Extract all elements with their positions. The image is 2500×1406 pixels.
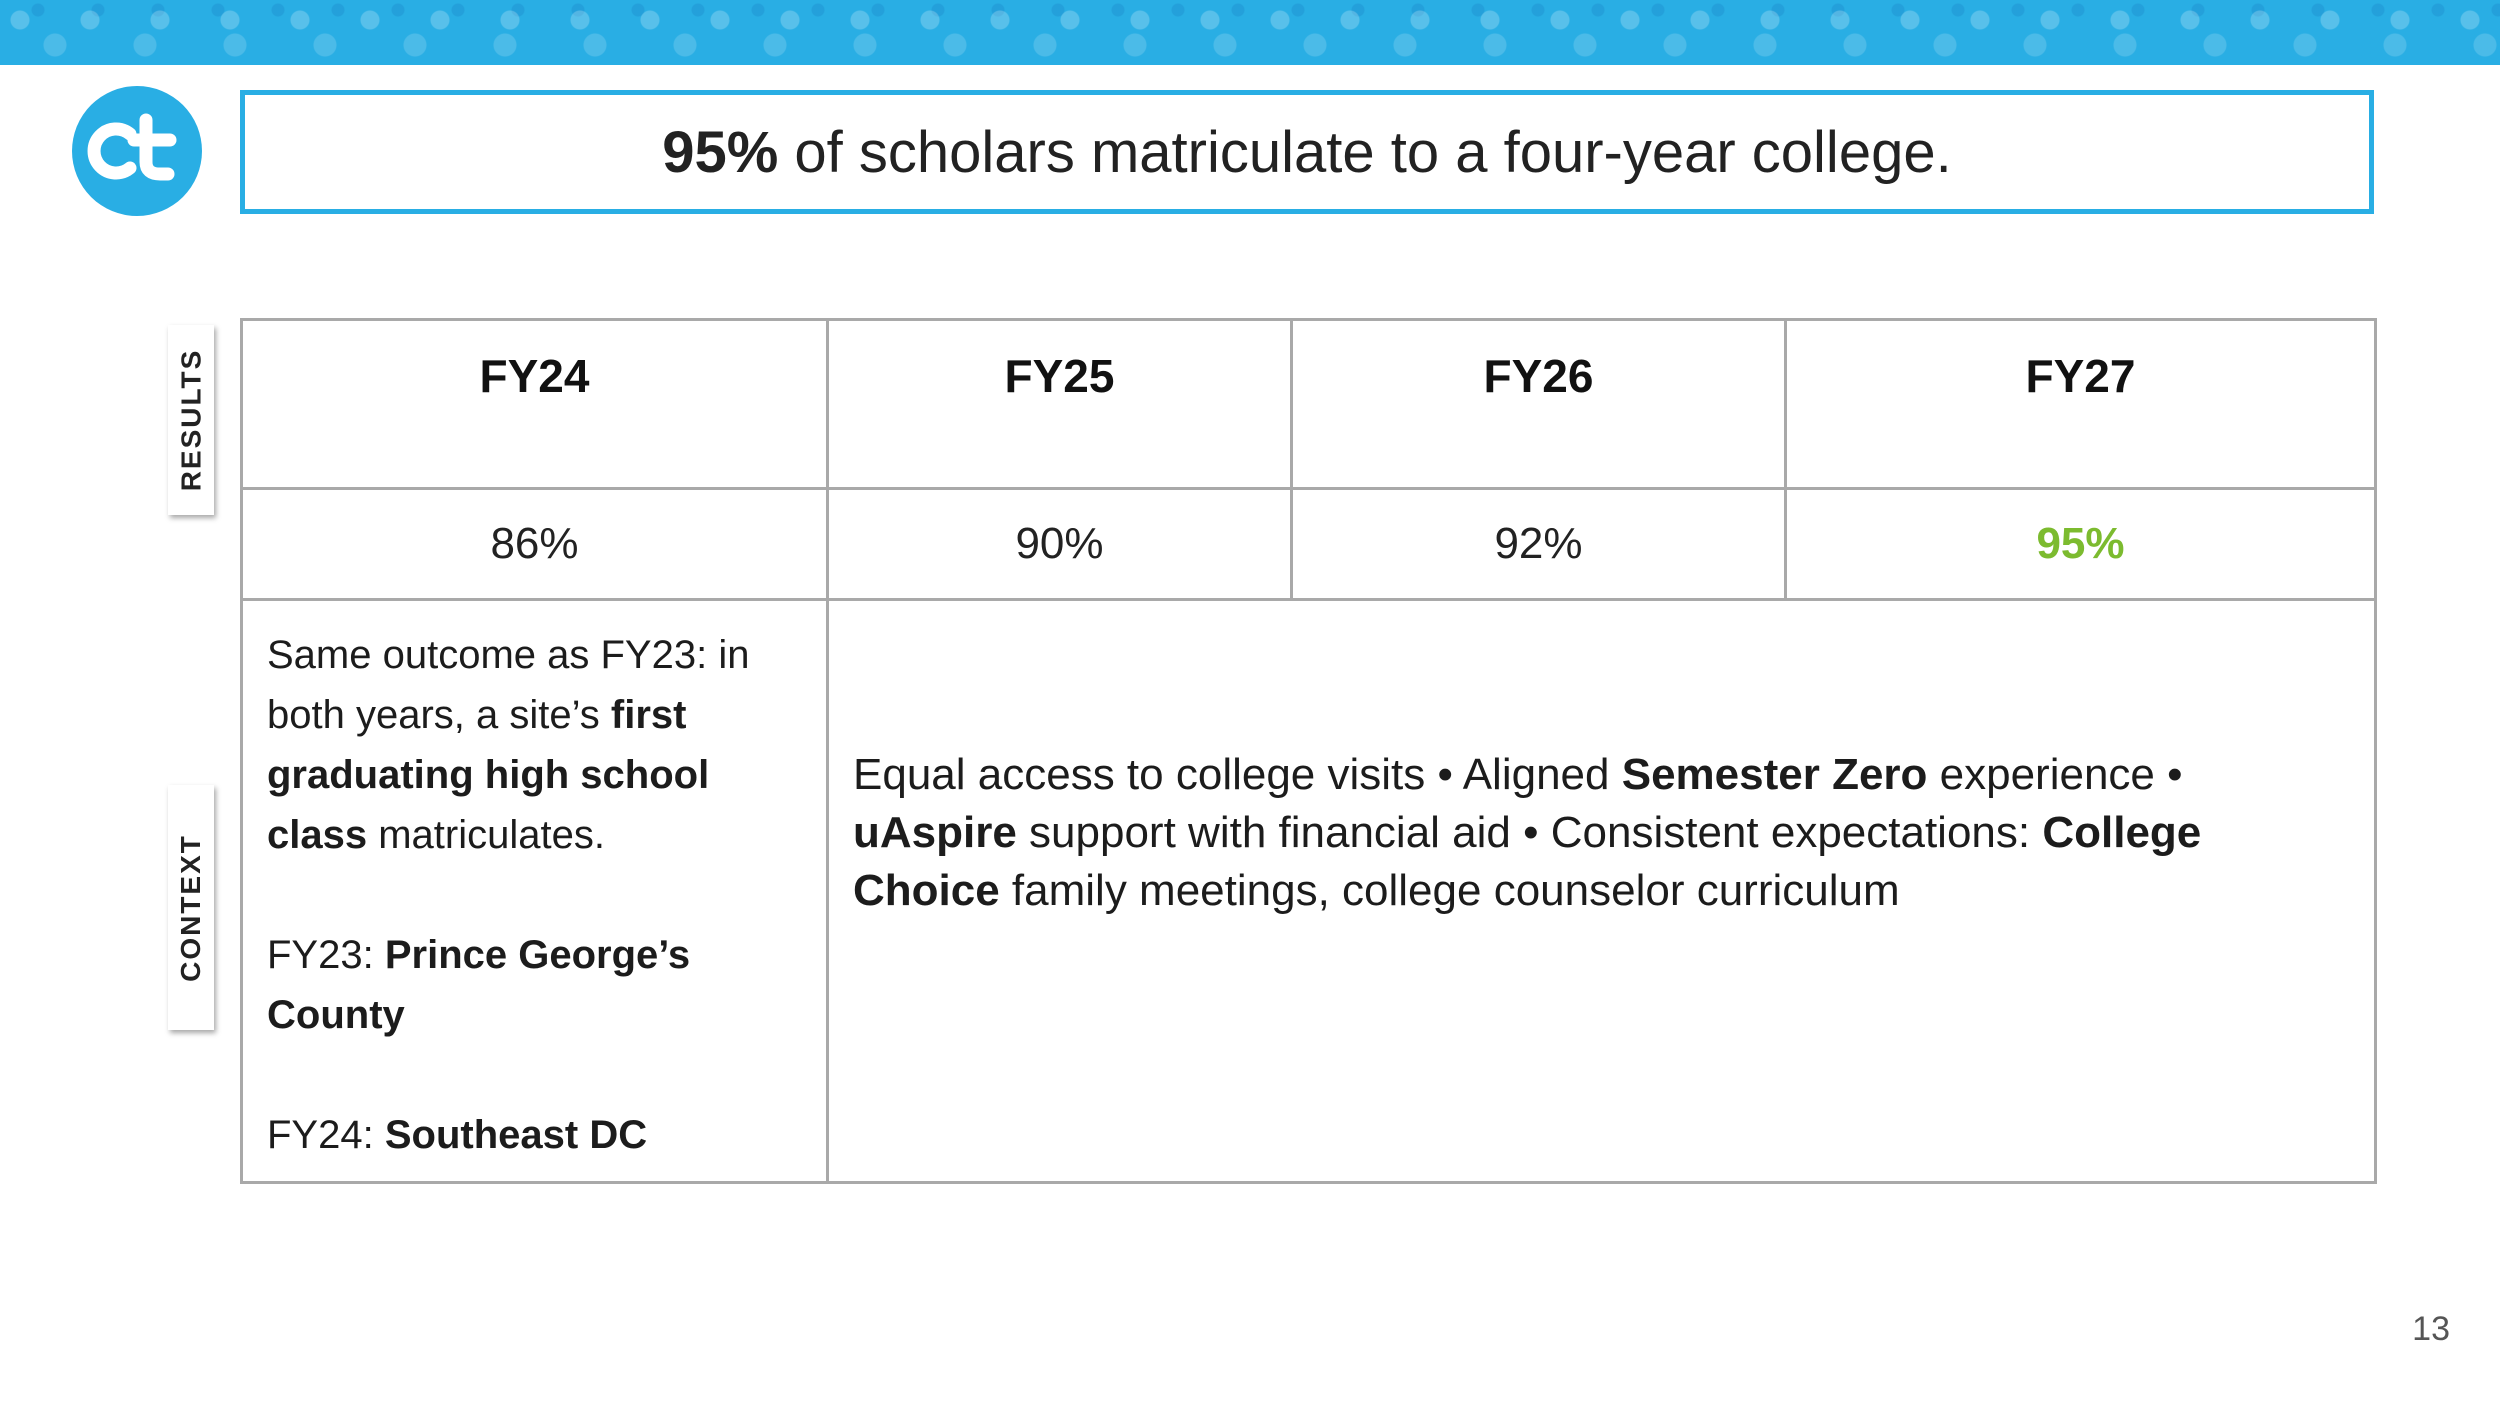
- context-tab-label: CONTEXT: [175, 833, 206, 982]
- context-right-cell: [828, 600, 2376, 1183]
- context-outcome-bold: first graduating high school class: [267, 693, 710, 857]
- context-strategies: [853, 746, 2334, 920]
- context-fy24-value: Southeast DC: [384, 1113, 648, 1157]
- results-tab: [168, 325, 214, 515]
- context-fy23-label: FY23:: [267, 933, 385, 977]
- context-outcome: [267, 625, 806, 865]
- context-fy23: [267, 925, 806, 1045]
- page-number: 13: [2412, 1310, 2450, 1348]
- context-left-cell: [242, 600, 828, 1183]
- page-title: [240, 90, 2374, 214]
- title-text: of scholars matriculate to a four-year college.: [794, 119, 1952, 185]
- strategy-text-3: support with financial aid • Consistent expectations:: [1016, 808, 2043, 857]
- value-fy24: 86%: [242, 489, 828, 600]
- strategy-text-1: Equal access to college visits • Aligned: [853, 750, 1622, 799]
- context-outcome-text: Same outcome as FY23: in both years, a site’s: [267, 633, 750, 737]
- results-tab-label: RESULTS: [175, 348, 207, 492]
- header-fy25: FY25: [1004, 350, 1115, 402]
- context-fy24: [267, 1105, 806, 1165]
- logo-icon: [72, 86, 202, 216]
- strategy-bold-3: College Choice: [853, 808, 2202, 915]
- header-cell: [1786, 320, 2376, 489]
- context-row: [242, 600, 2376, 1183]
- strategy-text-2: experience •: [1927, 750, 2183, 799]
- strategy-bold-2: uAspire: [853, 808, 1017, 857]
- context-fy24-label: FY24:: [267, 1113, 385, 1157]
- value-fy27: 95%: [1786, 489, 2376, 600]
- strategy-text-4: family meetings, college counselor curriculum: [999, 866, 1900, 915]
- context-fy23-value: Prince George’s County: [267, 933, 691, 1037]
- header-fy27: FY27: [2025, 350, 2136, 402]
- title-highlight: 95%: [662, 119, 779, 185]
- header-fy26: FY26: [1483, 350, 1594, 402]
- header-cell: [242, 320, 828, 489]
- top-banner: [0, 0, 2500, 65]
- context-outcome-end: matriculates.: [367, 813, 605, 857]
- context-tab: [168, 785, 214, 1030]
- results-table: [240, 318, 2377, 1184]
- value-fy25: 90%: [828, 489, 1292, 600]
- value-fy26: 92%: [1292, 489, 1786, 600]
- values-row: [242, 489, 2376, 600]
- header-cell: [828, 320, 1292, 489]
- strategy-bold-1: Semester Zero: [1621, 750, 1928, 799]
- header-row: [242, 320, 2376, 489]
- header-cell: [1292, 320, 1786, 489]
- header-fy24: FY24: [479, 350, 590, 402]
